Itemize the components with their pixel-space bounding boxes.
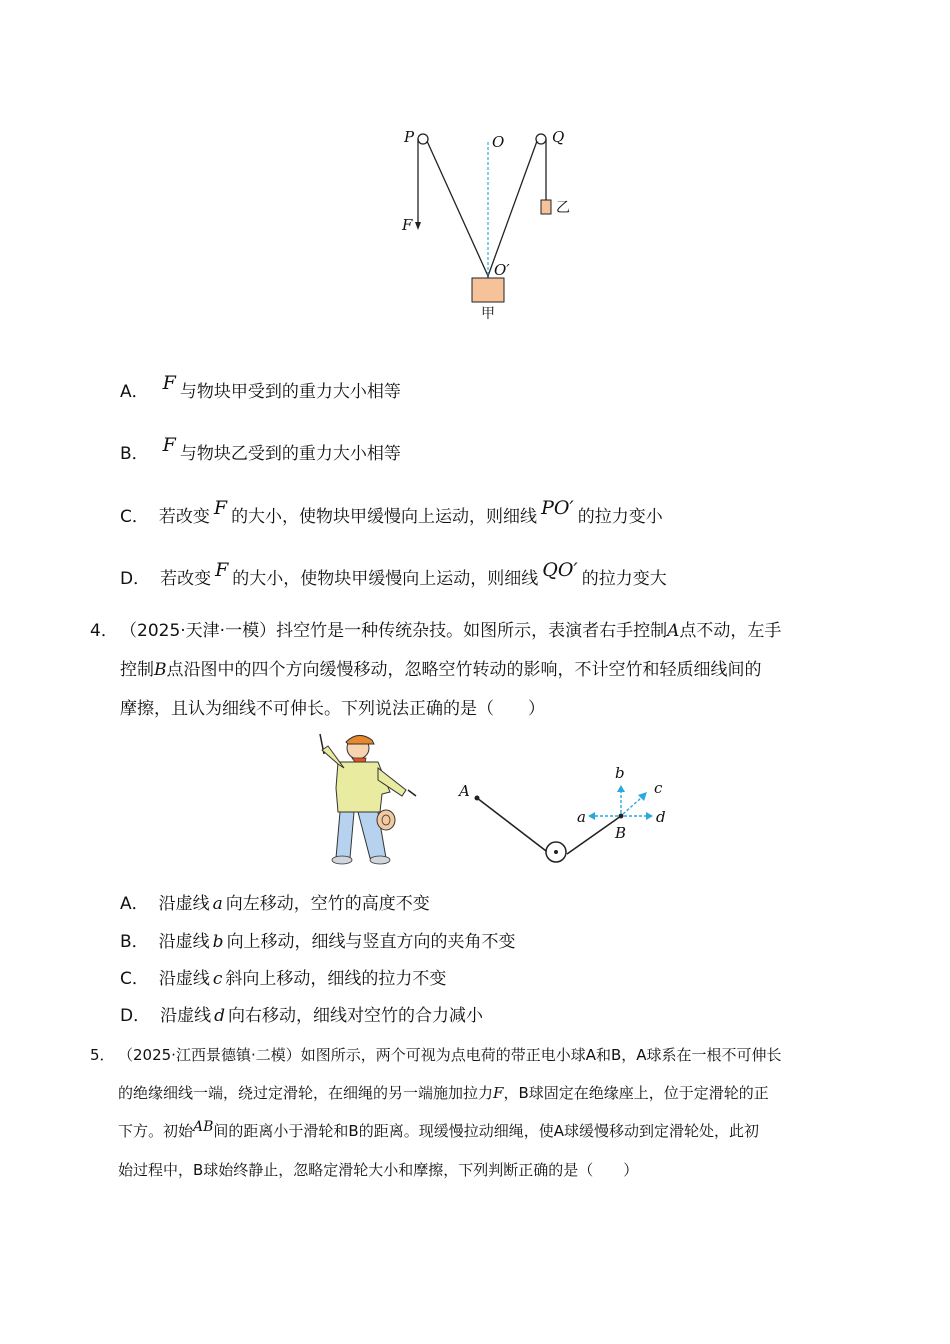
q3-option-d[interactable] xyxy=(120,559,667,591)
option-text: 与物块乙受到的重力大小相等 xyxy=(179,444,401,464)
option-pre: 沿虚线 xyxy=(160,1006,212,1026)
question-number: 5． xyxy=(90,1046,115,1064)
block-yi xyxy=(541,200,551,214)
label-dir-c: c xyxy=(654,779,663,797)
label-jia: 甲 xyxy=(481,306,495,322)
option-label: D． xyxy=(120,1006,151,1026)
option-mid: 的大小，使物块甲缓慢向上运动，则细线 xyxy=(231,507,538,527)
block-jia xyxy=(472,278,504,302)
option-pre: 若改变 xyxy=(160,569,212,589)
figure-pulley-system xyxy=(380,120,600,330)
q3-option-b[interactable] xyxy=(120,434,401,466)
question-5 xyxy=(90,1036,860,1189)
question-stem xyxy=(118,1036,860,1189)
option-post: 向左移动，空竹的高度不变 xyxy=(225,894,430,914)
label-dir-b: b xyxy=(615,764,625,782)
option-label: D． xyxy=(120,569,151,589)
q4-option-d[interactable] xyxy=(120,1004,483,1028)
rope-po-prime xyxy=(427,141,488,276)
label-a-point: A xyxy=(459,782,470,800)
question-stem xyxy=(120,612,860,729)
option-var: b xyxy=(212,932,224,952)
option-post: 的拉力变小 xyxy=(577,507,663,527)
label-dir-d: d xyxy=(656,808,666,826)
stem-line-1: （2025·天津·一模）抖空竹是一种传统杂技。如图所示，表演者右手控制A点不动，左手 xyxy=(120,621,782,641)
label-q: Q xyxy=(552,128,565,146)
option-pre: 沿虚线 xyxy=(158,969,210,989)
diabolo xyxy=(377,810,395,830)
math-qo-prime: QO′ xyxy=(542,559,578,581)
option-post: 向右移动，细线对空竹的合力减小 xyxy=(227,1006,483,1026)
option-pre: 若改变 xyxy=(158,507,210,527)
stem-line-2: 的绝缘细线一端，绕过定滑轮，在细绳的另一端施加拉力F，B球固定在绝缘座上，位于定滑轮的正 xyxy=(118,1084,769,1102)
option-label: B． xyxy=(120,444,149,464)
label-f: F xyxy=(402,216,413,234)
option-label: A． xyxy=(120,382,149,402)
label-dir-a: a xyxy=(577,808,586,826)
stem-line-1: （2025·江西景德镇·二模）如图所示，两个可视为点电荷的带正电小球A和B，A球系在一根不可伸长 xyxy=(118,1046,782,1064)
math-po-prime: PO′ xyxy=(541,497,574,519)
option-var: d xyxy=(214,1006,225,1026)
label-yi: 乙 xyxy=(556,200,570,216)
arrow-c xyxy=(623,798,641,814)
string-b-right xyxy=(567,816,621,854)
q4-option-c[interactable] xyxy=(120,967,446,991)
option-text: 与物块甲受到的重力大小相等 xyxy=(179,382,401,402)
math-f: F xyxy=(213,497,228,519)
question-number: 4． xyxy=(90,621,118,641)
q4-option-b[interactable] xyxy=(120,930,516,954)
option-post: 向上移动，细线与竖直方向的夹角不变 xyxy=(226,932,516,952)
label-o: O xyxy=(492,133,505,151)
label-b-point: B xyxy=(615,824,627,842)
option-label: C． xyxy=(120,969,149,989)
point-a xyxy=(475,796,480,801)
label-o-prime: O′ xyxy=(494,261,510,279)
math-f: F xyxy=(162,372,176,394)
option-label: B． xyxy=(120,932,149,952)
stem-line-2: 控制B点沿图中的四个方向缓慢移动，忽略空竹转动的影响，不计空竹和轻质细线间的 xyxy=(120,660,762,680)
figure-diabolo-diagram xyxy=(455,758,685,873)
option-var: c xyxy=(212,969,223,989)
option-label: C． xyxy=(120,507,149,527)
option-post: 的拉力变大 xyxy=(581,569,667,589)
question-4 xyxy=(90,612,860,729)
arrow-f xyxy=(415,222,421,230)
q4-option-a[interactable] xyxy=(120,892,430,916)
math-f: F xyxy=(215,559,229,581)
string-a-left xyxy=(477,798,550,854)
stem-line-3: 摩擦，且认为细线不可伸长。下列说法正确的是（ ） xyxy=(120,699,545,719)
option-post: 斜向上移动，细线的拉力不变 xyxy=(225,969,447,989)
option-mid: 的大小，使物块甲缓慢向上运动，则细线 xyxy=(232,569,539,589)
figure-performer xyxy=(308,728,426,868)
label-p: P xyxy=(404,128,415,146)
option-var: a xyxy=(212,894,223,914)
pulley-q xyxy=(536,134,546,144)
option-pre: 沿虚线 xyxy=(158,894,210,914)
pulley-p xyxy=(418,134,428,144)
point-b xyxy=(619,814,624,819)
q3-option-c[interactable] xyxy=(120,497,663,529)
stem-line-4: 始过程中，B球始终静止，忽略定滑轮大小和摩擦，下列判断正确的是（ ） xyxy=(118,1161,639,1179)
math-f: F xyxy=(162,434,176,456)
rope-qo-prime xyxy=(488,141,537,276)
q3-option-a[interactable] xyxy=(120,372,401,404)
stem-line-3: 下方。初始AB间的距离小于滑轮和B的距离。现缓慢拉动细绳，使A球缓慢移动到定滑轮处，此初 xyxy=(118,1119,759,1140)
option-label: A． xyxy=(120,894,149,914)
option-pre: 沿虚线 xyxy=(158,932,210,952)
performer-body xyxy=(336,762,390,812)
